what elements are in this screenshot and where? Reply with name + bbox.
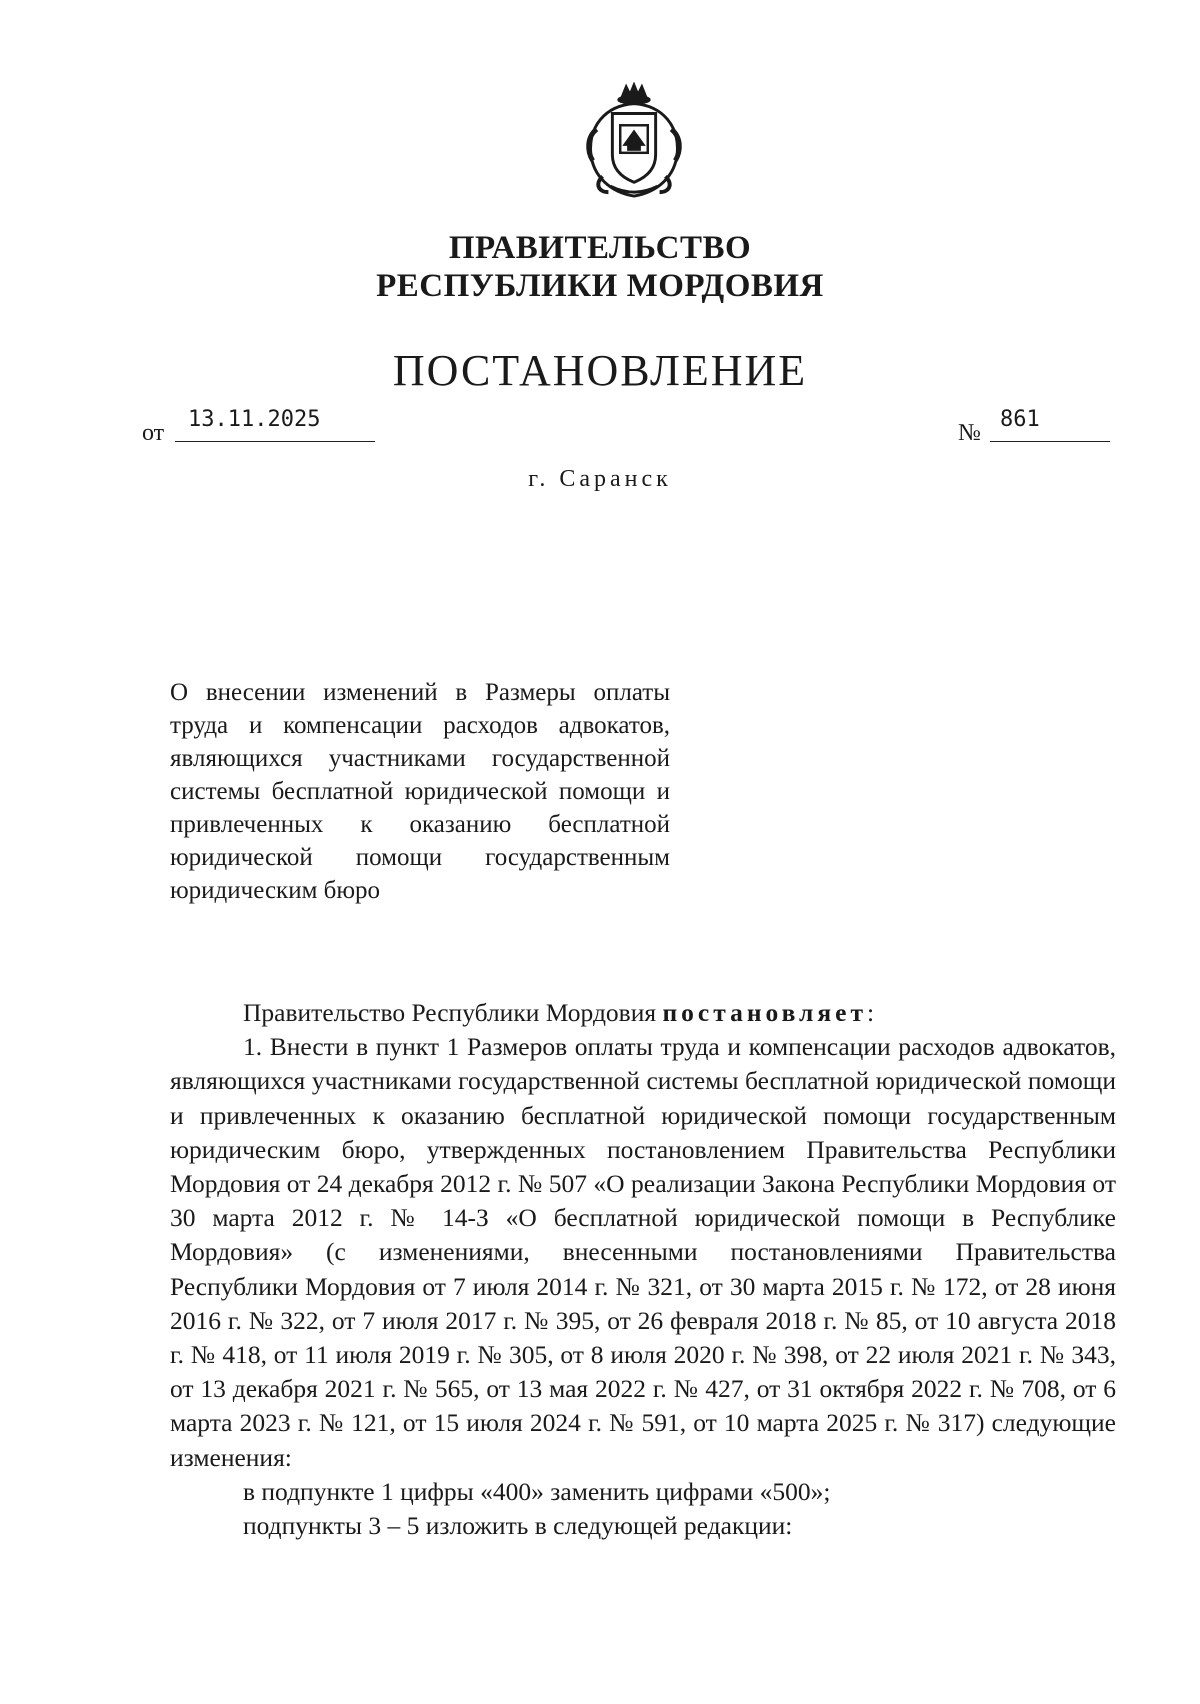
subpoint-line-1: в подпункте 1 цифры «400» заменить цифрами «500»; — [243, 1476, 831, 1506]
city-name: г. Саранск — [528, 466, 672, 492]
document-title: О внесении изменений в Размеры оплаты труда и компенсации расходов адвокатов, являющихся участниками государственной системы бесплатной юридической помощи и привлеченных к оказанию бесплатной юридической помощи государственным юридическим бюро — [170, 679, 670, 904]
number-underline — [990, 441, 1110, 442]
date-underline — [175, 441, 375, 442]
intro-text: Правительство Республики Мордовия — [243, 998, 663, 1027]
organization-name-line2: РЕСПУБЛИКИ МОРДОВИЯ — [376, 268, 824, 304]
document-number: 861 — [1000, 407, 1040, 432]
paragraph-1: 1. Внести в пункт 1 Размеров оплаты труда и компенсации расходов адвокатов, являющихся участниками государственной системы бесплатной юридической помощи и привлеченных к оказанию бесплатной юридической помощи государственным юридическим бюро, утвержденных постановлением Правительства Республики Мордовия от 24 декабря 2012 г. № 507 «О реализации Закона Республики Мордовия от 30 марта 2012 г. № 14-З «О бесплатной юридической помощи в Республике Мордовия» (с изменениями, внесенными постановлениями Правительства Республики Мордовия от 7 июля 2014 г. № 321, от 30 марта 2015 г. № 172, от 28 июня 2016 г. № 322, от 7 июля 2017 г. № 395, от 26 февраля 2018 г. № 85, от 10 августа 2018 г. № 418, от 11 июля 2019 г. № 305, от 8 июля 2020 г. № 398, от 22 июля 2021 г. № 343, от 13 декабря 2021 г. № 565, от 13 мая 2022 г. № 427, от 31 октября 2022 г. № 708, от 6 марта 2023 г. № 121, от 15 июля 2024 г. № 591, от 10 марта 2025 г. № 317) следующие изменения: — [170, 1032, 1116, 1472]
coat-of-arms-mordovia-icon — [575, 82, 693, 200]
document-date: 13.11.2025 — [188, 407, 321, 432]
document-type-heading: ПОСТАНОВЛЕНИЕ — [392, 346, 808, 395]
document-body — [170, 996, 1116, 1543]
intro-keyword: постановляет — [662, 998, 868, 1027]
organization-name-line1: ПРАВИТЕЛЬСТВО — [448, 230, 752, 266]
date-prefix: от — [142, 420, 165, 446]
intro-paragraph — [170, 996, 1116, 1030]
subpoint-line-2: подпункты 3 – 5 изложить в следующей редакции: — [243, 1511, 793, 1541]
number-prefix: № — [958, 420, 981, 446]
intro-colon: : — [867, 998, 875, 1027]
